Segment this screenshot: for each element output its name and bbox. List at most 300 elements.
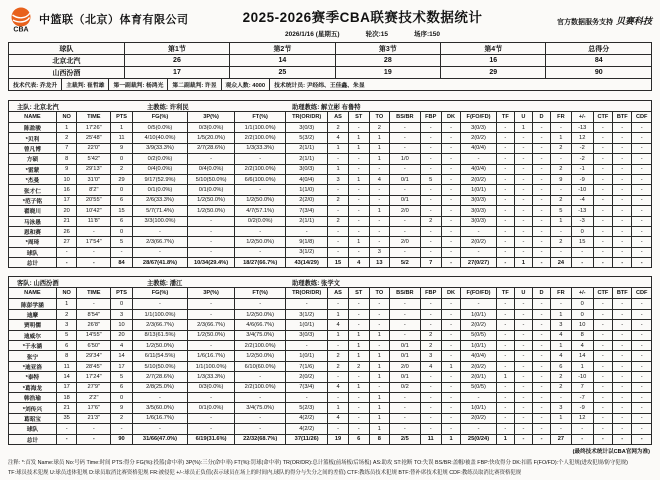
stat-cell: 1 [348, 143, 369, 153]
stat-cell: - [632, 382, 652, 392]
stat-cell: 27 [551, 434, 572, 444]
stat-cell: 5(0/5) [461, 330, 497, 340]
stat-cell: - [514, 382, 532, 392]
stat-cell: 1(0/1) [461, 309, 497, 319]
legend-line-2: TF:球员技术犯规 U:球员违体犯规 D:球员取消比赛资格犯规 FR:被侵犯 +/-:球员正负值(表示球员在场上的时间内,球队的得分与失分之间的差值) CTF:教练员技术犯规 BTF:替补席技术犯规 CDF:教练员取消比赛资格犯规 [8, 469, 522, 476]
stat-cell: 1(1/0) [286, 185, 328, 195]
stat-cell: - [441, 403, 460, 413]
stat-cell: - [420, 392, 441, 402]
stat-cell: - [496, 237, 514, 247]
stat-cell: 0 [111, 226, 133, 236]
stat-cell: 4(0/4) [461, 143, 497, 153]
stat-cell: 2/5 [390, 434, 420, 444]
stat-cell: - [286, 392, 328, 402]
row-label-cell: *于永涵 [9, 341, 57, 351]
stat-cell: - [496, 133, 514, 143]
stat-cell: - [496, 123, 514, 133]
stat-cell: 2/7(28.6%) [187, 143, 234, 153]
stat-cell: 7 [56, 143, 77, 153]
stat-cell: - [235, 413, 286, 423]
stat-cell: 1/2(50.0%) [235, 195, 286, 205]
column-header: CDF [632, 288, 652, 299]
stat-cell: - [593, 392, 612, 402]
stat-cell: 1 [551, 341, 572, 351]
stat-cell: - [632, 341, 652, 351]
stat-cell: 1/1(100.0%) [187, 361, 234, 371]
row-label-cell: 总计 [9, 434, 57, 444]
stat-cell: - [532, 309, 550, 319]
stat-cell: 0/1 [390, 195, 420, 205]
score-row [9, 67, 652, 79]
stat-cell: - [348, 372, 369, 382]
stat-cell: - [496, 361, 514, 371]
stat-cell: 1 [551, 216, 572, 226]
stat-cell: - [514, 247, 532, 257]
stat-cell: - [187, 299, 234, 309]
stat-cell: - [369, 309, 390, 319]
home-player-row [9, 123, 652, 133]
column-header: +/- [571, 112, 593, 123]
stat-cell: 1 [496, 372, 514, 382]
stat-cell: 29 [441, 67, 546, 79]
stat-cell: - [532, 154, 550, 164]
company-name: 中篮联（北京）体育有限公司 [39, 14, 189, 26]
stat-cell: 3 [328, 174, 349, 184]
home-player-row [9, 154, 652, 164]
stat-cell: 2/0 [390, 361, 420, 371]
stat-cell: 5'42" [77, 154, 111, 164]
official-item: 观众人数: 4000 [222, 79, 271, 90]
away-player-row [9, 330, 652, 340]
stat-cell: - [348, 206, 369, 216]
stat-cell: - [441, 216, 460, 226]
stat-cell: - [420, 195, 441, 205]
stat-cell: 4 [369, 174, 390, 184]
stat-cell: - [56, 434, 77, 444]
stat-cell: - [286, 226, 328, 236]
stat-cell: - [420, 299, 441, 309]
home-team-label: 主队: 北京北汽 [17, 103, 59, 111]
stat-cell: - [514, 351, 532, 361]
stat-cell: 15 [111, 206, 133, 216]
stat-cell: - [348, 392, 369, 402]
stat-cell: 1 [348, 351, 369, 361]
stat-cell: 1 [551, 309, 572, 319]
stat-cell: 1 [369, 392, 390, 402]
stat-cell: 0 [111, 392, 133, 402]
stat-cell: 1(0/1) [286, 351, 328, 361]
stat-cell: - [632, 403, 652, 413]
stat-cell: 1 [496, 434, 514, 444]
stat-cell: - [571, 434, 593, 444]
stat-cell: 1 [571, 361, 593, 371]
stat-cell: - [187, 154, 234, 164]
stat-cell: 0/1 [390, 341, 420, 351]
stat-cell: - [571, 424, 593, 434]
stat-cell: 3(0/3) [461, 195, 497, 205]
stat-cell: - [441, 237, 460, 247]
score-row [9, 55, 652, 67]
stat-cell: - [77, 434, 111, 444]
stat-cell: - [532, 143, 550, 153]
stat-cell: 0/1(0.0%) [187, 185, 234, 195]
stat-cell: - [496, 403, 514, 413]
stat-cell: - [514, 133, 532, 143]
stat-cell: 0 [571, 299, 593, 309]
stat-cell: - [632, 424, 652, 434]
stat-cell: 1/1(100.0%) [235, 123, 286, 133]
stat-cell: - [551, 247, 572, 257]
column-header: CTF [593, 288, 612, 299]
stat-cell: - [369, 185, 390, 195]
stat-cell: - [532, 226, 550, 236]
stat-cell: 7 [571, 382, 593, 392]
stat-cell: - [235, 392, 286, 402]
stat-cell: - [551, 185, 572, 195]
stat-cell: 43(14/29) [286, 258, 328, 268]
stat-cell: - [420, 237, 441, 247]
stat-cell: - [613, 320, 632, 330]
stat-cell: 1/2(50.0%) [187, 330, 234, 340]
column-header: 3P(%) [187, 112, 234, 123]
stat-cell: 6/19(31.6%) [187, 434, 234, 444]
stat-cell: 4 [420, 361, 441, 371]
stat-cell: - [613, 133, 632, 143]
stat-cell: 2/3(66.7%) [133, 237, 188, 247]
stat-cell: 4 [111, 341, 133, 351]
stat-cell: 3 [56, 320, 77, 330]
stat-cell: - [514, 392, 532, 402]
stat-cell: - [514, 164, 532, 174]
stat-cell: 2 [551, 143, 572, 153]
stat-cell: - [613, 424, 632, 434]
stat-cell: - [441, 309, 460, 319]
stat-cell: 1 [514, 258, 532, 268]
stat-cell: - [613, 185, 632, 195]
stat-cell: - [496, 143, 514, 153]
stat-cell: 8'54" [77, 309, 111, 319]
stat-cell: 6/11(54.5%) [133, 351, 188, 361]
column-header: 第3节 [335, 43, 440, 55]
row-label-cell: *葛海龙 [9, 382, 57, 392]
stat-cell: 84 [546, 55, 652, 67]
stat-cell: - [496, 351, 514, 361]
stat-cell: 1 [56, 299, 77, 309]
column-header: U [514, 288, 532, 299]
stat-cell: - [514, 174, 532, 184]
stat-cell: - [496, 216, 514, 226]
stat-cell: - [187, 226, 234, 236]
stat-cell: - [613, 434, 632, 444]
stat-cell: - [77, 226, 111, 236]
stat-cell: 25 [230, 67, 335, 79]
stat-cell: 2(0/1) [461, 372, 497, 382]
stat-cell: 14'55" [77, 330, 111, 340]
stat-cell: 1 [348, 330, 369, 340]
stat-cell: - [632, 237, 652, 247]
stat-cell: - [441, 341, 460, 351]
stat-cell: - [593, 413, 612, 423]
stat-cell: - [369, 195, 390, 205]
stat-cell: 18 [56, 392, 77, 402]
stat-cell: - [187, 341, 234, 351]
stat-cell: - [514, 216, 532, 226]
row-label-cell: 陈盈骏 [9, 123, 57, 133]
stat-cell: - [593, 330, 612, 340]
stat-cell: 2(0/2) [286, 372, 328, 382]
stat-cell: 28 [335, 55, 440, 67]
column-header: BTF [613, 112, 632, 123]
stat-cell: 1 [348, 382, 369, 392]
stat-cell: 2 [111, 413, 133, 423]
stat-cell: 2 [420, 330, 441, 340]
stat-cell: 9 [111, 143, 133, 153]
row-label-cell: 方硕 [9, 154, 57, 164]
stat-cell: 5/2 [390, 258, 420, 268]
away-player-row [9, 372, 652, 382]
stat-cell: - [420, 143, 441, 153]
stat-cell: 2(1/1) [286, 143, 328, 153]
stat-cell: 15 [328, 258, 349, 268]
stat-cell: 27'9" [77, 382, 111, 392]
stat-cell: - [496, 320, 514, 330]
stat-cell: 17'54" [77, 237, 111, 247]
stat-cell: - [613, 164, 632, 174]
stat-cell: - [348, 424, 369, 434]
stat-cell: 5/10(50.0%) [187, 174, 234, 184]
stat-cell: 2 [369, 123, 390, 133]
column-header: TF [496, 288, 514, 299]
stat-cell: 5(3/2) [286, 133, 328, 143]
stat-cell: - [328, 392, 349, 402]
stat-cell: - [348, 154, 369, 164]
stat-cell: - [328, 237, 349, 247]
stat-cell: 1 [328, 164, 349, 174]
stat-cell: - [441, 413, 460, 423]
stat-cell: 21 [56, 216, 77, 226]
stat-cell: - [390, 164, 420, 174]
official-item: 第二副裁判: 许昱 [168, 79, 221, 90]
stat-cell: - [632, 143, 652, 153]
stat-cell: - [532, 185, 550, 195]
column-header: FG(%) [133, 288, 188, 299]
stat-cell: - [613, 361, 632, 371]
column-header: U [514, 112, 532, 123]
stat-cell: 3/3(100.0%) [133, 216, 188, 226]
away-assistant-coach: 助理教练: 张学文 [292, 279, 340, 287]
stat-cell: 6 [551, 361, 572, 371]
stat-cell: - [632, 216, 652, 226]
stat-cell: - [496, 226, 514, 236]
stat-cell: - [632, 247, 652, 257]
stat-cell: 29'13" [77, 164, 111, 174]
stat-cell: - [632, 185, 652, 195]
stat-cell: 2 [420, 341, 441, 351]
stat-cell: 27(0/27) [461, 258, 497, 268]
home-player-row [9, 216, 652, 226]
stat-cell: - [441, 320, 460, 330]
stat-cell: - [56, 247, 77, 257]
stat-cell: 11 [420, 434, 441, 444]
stat-cell: 31/66(47.0%) [133, 434, 188, 444]
officials-bar [8, 79, 652, 91]
stat-cell: - [496, 424, 514, 434]
match-info [223, 29, 502, 38]
stat-cell: 2 [551, 382, 572, 392]
column-header: PTS [111, 288, 133, 299]
stat-cell: - [613, 341, 632, 351]
official-item: 主裁判: 崔哲雄 [62, 79, 109, 90]
stat-cell: 24 [551, 258, 572, 268]
home-player-row [9, 237, 652, 247]
stat-cell: -9 [571, 174, 593, 184]
stat-cell: 14 [111, 351, 133, 361]
stat-cell: 8/13(61.5%) [133, 330, 188, 340]
stat-cell: - [613, 206, 632, 216]
stat-cell: - [532, 372, 550, 382]
stat-cell: - [420, 247, 441, 257]
stat-cell: - [348, 309, 369, 319]
stat-cell: - [593, 154, 612, 164]
stat-cell: 19 [335, 67, 440, 79]
row-label-cell: 迪威尔 [9, 330, 57, 340]
stat-cell: 2(0/2) [461, 174, 497, 184]
row-label-cell: 翟晓川 [9, 206, 57, 216]
stat-cell: - [496, 382, 514, 392]
stat-cell: 29'34" [77, 351, 111, 361]
stat-cell: - [420, 372, 441, 382]
stat-cell: - [632, 133, 652, 143]
stat-cell: 3(1/2) [286, 247, 328, 257]
stat-cell: - [348, 413, 369, 423]
stat-cell: - [593, 206, 612, 216]
stat-cell: - [390, 403, 420, 413]
home-player-row [9, 195, 652, 205]
stat-cell: -13 [571, 206, 593, 216]
stat-cell: - [532, 434, 550, 444]
stat-cell: 2 [551, 372, 572, 382]
stat-cell: - [532, 392, 550, 402]
column-header: NAME [9, 112, 57, 123]
stat-cell: 27 [56, 237, 77, 247]
row-label-cell: 张才仁 [9, 185, 57, 195]
column-header: FG(%) [133, 112, 188, 123]
stat-cell: - [551, 154, 572, 164]
stat-cell: 5 [56, 330, 77, 340]
stat-cell: - [496, 392, 514, 402]
stat-cell: 9 [551, 174, 572, 184]
row-label-cell: *周琦 [9, 237, 57, 247]
stat-cell: - [461, 247, 497, 257]
stat-cell: 2(2/0) [286, 195, 328, 205]
stat-cell: - [441, 123, 460, 133]
stat-cell: 10/34(29.4%) [187, 258, 234, 268]
stat-cell: 4/10(40.0%) [133, 133, 188, 143]
stat-cell: 28/67(41.8%) [133, 258, 188, 268]
home-stat-table [8, 111, 652, 268]
stat-cell: - [632, 413, 652, 423]
row-label-cell: *刘传兴 [9, 403, 57, 413]
stat-cell: - [328, 185, 349, 195]
stat-cell: 8 [571, 330, 593, 340]
away-player-row [9, 382, 652, 392]
stat-cell: - [369, 237, 390, 247]
stat-cell: 3(0/3) [286, 123, 328, 133]
stat-cell: - [593, 216, 612, 226]
row-label-cell: *雷蒙 [9, 164, 57, 174]
stat-cell: 0/2 [390, 382, 420, 392]
stat-cell: 2(0/2) [461, 320, 497, 330]
stat-cell: - [348, 299, 369, 309]
stat-cell: - [514, 206, 532, 216]
stat-cell: 25(0/24) [461, 434, 497, 444]
stat-cell: - [514, 413, 532, 423]
home-player-row [9, 133, 652, 143]
column-header: TIME [77, 288, 111, 299]
stat-cell: - [532, 247, 550, 257]
stat-cell: 2(1/1) [286, 216, 328, 226]
title-block [223, 6, 502, 38]
stat-cell: 22/32(68.7%) [235, 434, 286, 444]
stat-cell: 1 [369, 330, 390, 340]
stat-cell: - [348, 403, 369, 413]
stat-cell: 2 [328, 216, 349, 226]
column-header: FBP [420, 288, 441, 299]
stat-cell: 1 [369, 403, 390, 413]
stat-cell: 1/2(50.0%) [187, 195, 234, 205]
stat-cell: 13 [369, 258, 390, 268]
stat-cell: - [441, 392, 460, 402]
stat-cell: -1 [571, 164, 593, 174]
stat-cell: - [420, 320, 441, 330]
stat-cell: - [496, 309, 514, 319]
stat-cell: - [496, 330, 514, 340]
column-header: TO [369, 288, 390, 299]
legend [8, 458, 652, 478]
stat-cell: - [348, 320, 369, 330]
stat-cell: 0 [111, 299, 133, 309]
stat-cell: 1 [551, 413, 572, 423]
stat-cell: 0/2(0.0%) [235, 216, 286, 226]
home-player-row [9, 164, 652, 174]
column-header: TF [496, 112, 514, 123]
stat-cell: - [441, 206, 460, 216]
stat-cell: 4 [328, 133, 349, 143]
stat-cell: 7 [420, 258, 441, 268]
stat-cell: 2 [328, 195, 349, 205]
stat-cell: - [532, 206, 550, 216]
stat-cell: - [593, 351, 612, 361]
stat-cell: 11'8" [77, 216, 111, 226]
stat-cell: - [551, 299, 572, 309]
stat-cell: - [390, 143, 420, 153]
row-label-cell: 总计 [9, 258, 57, 268]
stat-cell: 12 [571, 413, 593, 423]
stat-cell: 20 [56, 206, 77, 216]
stat-cell: - [77, 299, 111, 309]
league-identity [8, 6, 223, 32]
stat-cell: 1 [348, 237, 369, 247]
stat-cell: 5 [111, 237, 133, 247]
column-header: F(FO/FD) [461, 288, 497, 299]
away-team-bar [8, 276, 652, 287]
stat-cell: - [441, 351, 460, 361]
official-site-note: (最终技术统计以CBA官网为准) [572, 448, 650, 455]
stat-cell: - [111, 424, 133, 434]
stat-cell: - [56, 424, 77, 434]
stat-cell: 0/1 [390, 372, 420, 382]
away-player-row [9, 403, 652, 413]
